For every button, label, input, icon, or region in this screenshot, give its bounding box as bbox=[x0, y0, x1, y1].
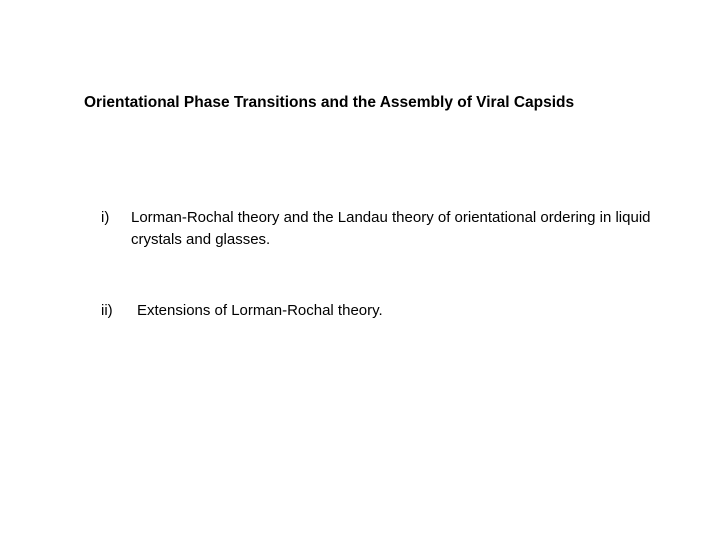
list-item-text: Lorman-Rochal theory and the Landau theory of orientational ordering in liquid crystals and glasses. bbox=[131, 209, 651, 248]
list-item bbox=[101, 207, 661, 251]
list-marker: i) bbox=[101, 209, 110, 226]
list-item-text: Extensions of Lorman-Rochal theory. bbox=[137, 302, 383, 319]
list-item bbox=[101, 300, 661, 322]
slide-title: Orientational Phase Transitions and the Assembly of Viral Capsids bbox=[84, 94, 575, 111]
list-marker: ii) bbox=[101, 302, 113, 319]
